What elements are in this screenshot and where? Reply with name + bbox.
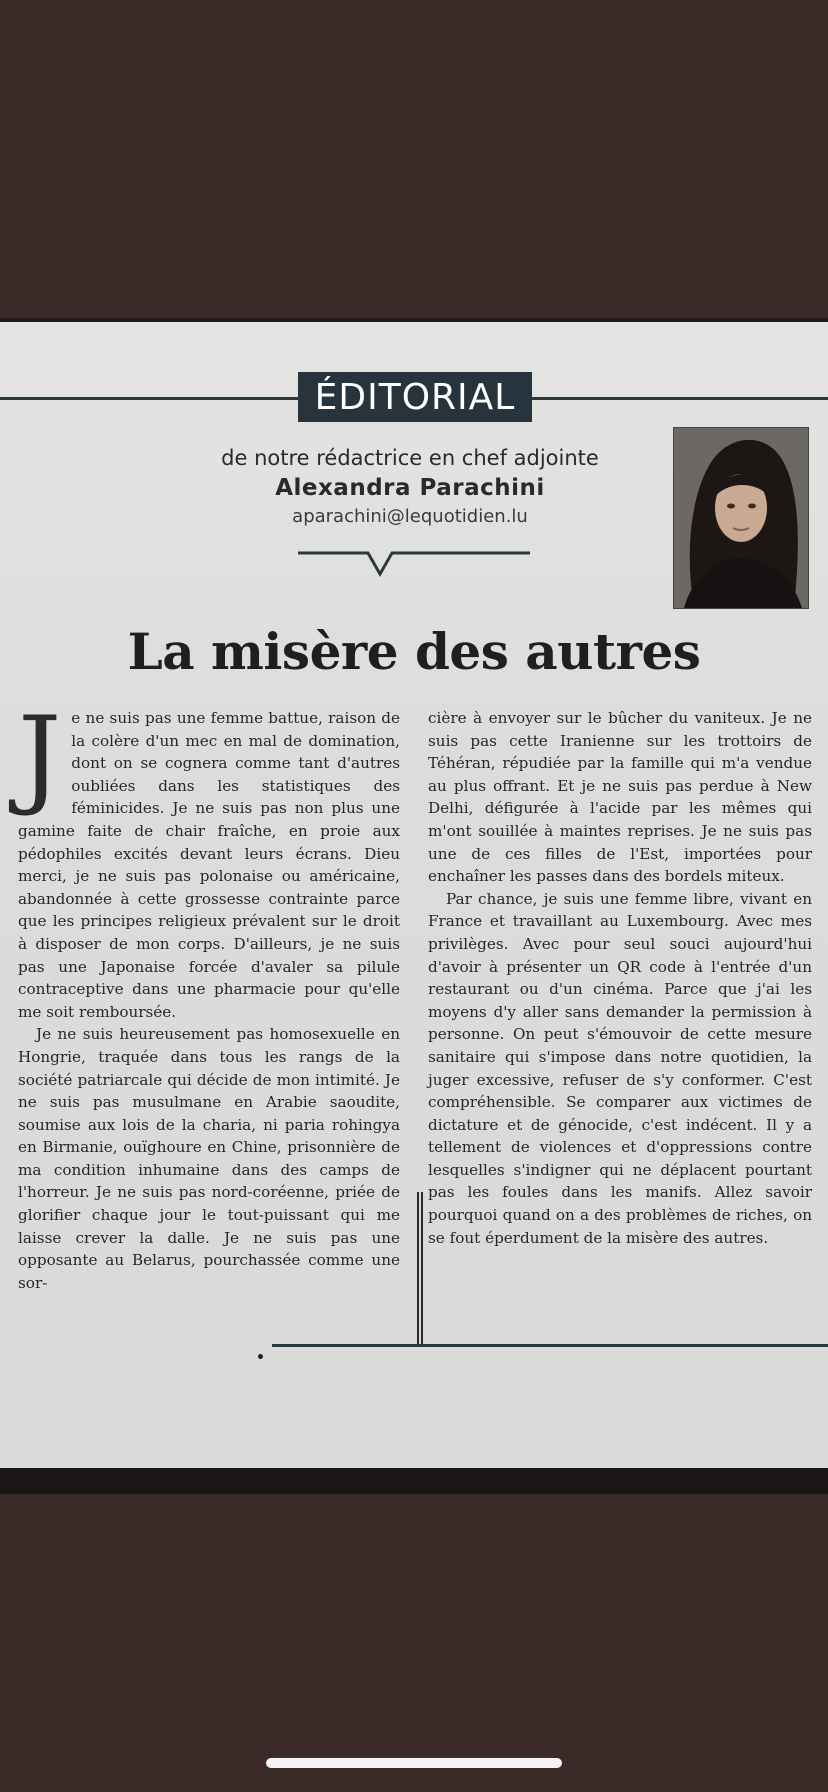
article-column-right <box>428 707 812 1249</box>
author-email: aparachini@lequotidien.lu <box>292 506 528 527</box>
clipping-bottom-edge <box>0 1468 828 1494</box>
paragraph: Je ne suis heureusement pas homosexuelle en Hongrie, traquée dans tous les rangs de la société patriarcale qui décide de mon intimité. Je ne suis pas musulmane en Arabie saoudite, soumise aux lois de la charia, ni paria rohingya en Birmanie, ouïghoure en Chine, prisonnière de ma condition inhumaine dans des camps de l'horreur. Je ne suis pas nord-coréenne, priée de glorifier chaque jour le tout-puissant qui me laisse crever la dalle. Je ne suis pas une opposante au Belarus, pourchassée comme une sor- <box>18 1025 400 1292</box>
paragraph: Par chance, je suis une femme libre, vivant en France et travaillant au Luxembourg. Avec mes privilèges. Avec pour seul souci aujourd'hui d'avoir à présenter un QR code à l'entrée d'un restaurant ou d'un cinéma. Parce que j'ai les moyens d'y aller sans demander la permission à personne. On peut s'émouvoir de cette mesure sanitaire qui s'impose dans notre quotidien, la juger excessive, refuser de s'y conformer. C'est compréhensible. Se comparer aux victimes de dictature et de génocide, c'est indécent. Il y a tellement de violences et d'oppressions contre lesquelles s'indigner qui ne déplacent pourtant pas les foules dans les manifs. Allez savoir pourquoi quand on a des problèmes de riches, on se fout éperdument de la misère des autres. <box>428 889 812 1247</box>
article-headline: La misère des autres <box>127 622 701 681</box>
article-body <box>18 694 812 1357</box>
home-indicator[interactable] <box>266 1758 562 1768</box>
paragraph-text: e ne suis pas une femme battue, raison de la colère d'un mec en mal de domination, dont on se cognera comme tant d'autres oubliées dans les statistiques des féminicides. Je ne suis pas non plus une gamine faite de chair fraîche, en proie aux pédophiles excités devant leurs écrans. Dieu merci, je ne suis pas polonaise ou américaine, abandonnée à cette grossesse contrainte parce que les principes religieux prévalent sur le droit à disposer de mon corps. D'ailleurs, je ne suis pas une Japonaise forcée d'avaler sa pilule contraceptive dans une pharmacie pour qu'elle me soit remboursée. <box>18 709 400 1021</box>
header-rule-left <box>0 397 298 400</box>
article-column-left <box>18 694 400 1294</box>
speech-bubble-icon <box>298 550 530 580</box>
portrait-icon <box>674 428 808 608</box>
header-rule-right <box>532 397 828 400</box>
paragraph <box>18 694 400 1023</box>
newspaper-clipping <box>0 322 828 1472</box>
author-name: Alexandra Parachini <box>275 475 545 501</box>
byline-role: de notre rédactrice en chef adjointe <box>221 446 599 470</box>
dropcap: J <box>18 694 62 819</box>
column-divider <box>417 1192 423 1344</box>
section-label: ÉDITORIAL <box>298 372 532 422</box>
footer-rule <box>272 1344 828 1347</box>
paragraph: cière à envoyer sur le bûcher du vaniteux. Je ne suis pas cette Iranienne sur les trottoirs de Téhéran, répudiée par la famille qui m'a vendue au plus offrant. Et je ne suis pas perdue à New Delhi, défigurée à l'acide par les mêmes qui m'ont souillée à maintes reprises. Je ne suis pas une de ces filles de l'Est, importées pour enchaîner les passes dans des bordels miteux. <box>428 709 812 886</box>
footer-dot <box>258 1354 263 1359</box>
byline <box>200 444 620 530</box>
author-photo <box>673 427 809 609</box>
